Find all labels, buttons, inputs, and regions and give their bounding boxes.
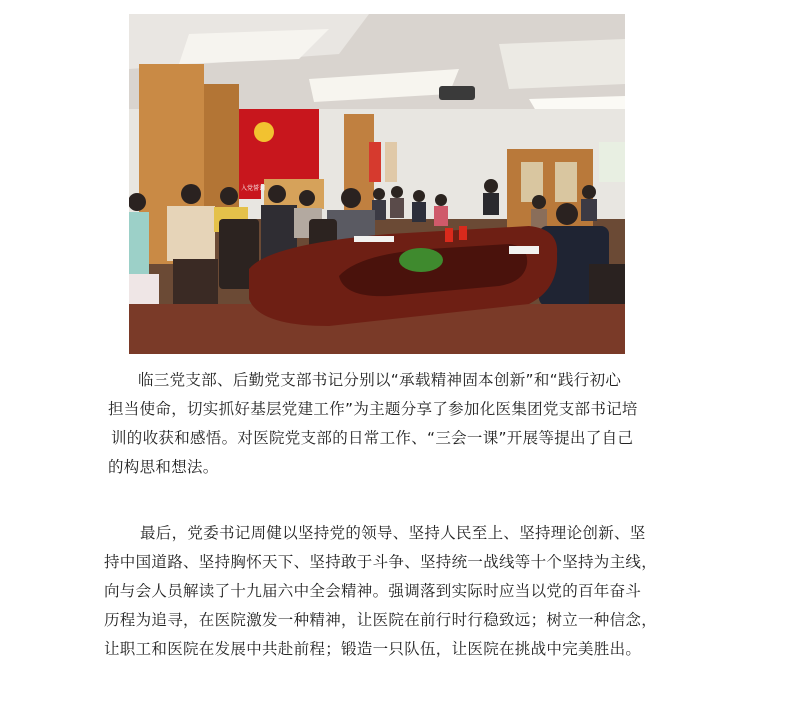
paragraph-line: 训的收获和感悟。对医院党支部的日常工作、“三会一课”开展等提出了自己 bbox=[111, 429, 634, 447]
paragraph-line: 最后，党委书记周健以坚持党的领导、坚持人民至上、坚持理论创新、坚 bbox=[140, 524, 646, 542]
oath-sign-text: 入党誓词 bbox=[241, 185, 266, 192]
wall-board bbox=[385, 142, 397, 182]
plant-icon bbox=[399, 248, 443, 272]
door bbox=[507, 149, 593, 234]
meeting-photo-illustration bbox=[129, 14, 625, 354]
wall-board bbox=[369, 142, 381, 182]
paragraph-2 bbox=[104, 519, 657, 664]
paragraph-line: 向与会人员解读了十九届六中全会精神。强调落到实际时应当以党的百年奋斗 bbox=[104, 582, 642, 600]
meeting-photo bbox=[129, 14, 625, 354]
wall-poster bbox=[599, 142, 625, 182]
door-window bbox=[555, 162, 577, 202]
flag-icon bbox=[459, 226, 467, 240]
paragraph-line: 持中国道路、坚持胸怀天下、坚持敢于斗争、坚持统一战线等十个坚持为主线， bbox=[104, 553, 658, 571]
ceiling-panel bbox=[499, 39, 625, 89]
paragraph-1 bbox=[108, 366, 638, 482]
flag-icon bbox=[445, 228, 453, 242]
paragraph-line: 让职工和医院在发展中共赴前程；锻造一只队伍，让医院在挑战中完美胜出。 bbox=[104, 640, 642, 658]
paragraph-line: 担当使命，切实抓好基层党建工作”为主题分享了参加化医集团党支部书记培 bbox=[108, 400, 638, 418]
papers bbox=[509, 246, 539, 254]
papers bbox=[354, 236, 394, 242]
projector-icon bbox=[439, 86, 475, 100]
paragraph-line: 历程为追寻，在医院激发一种精神，让医院在前行时行稳致远；树立一种信念， bbox=[104, 611, 658, 629]
paragraph-line: 临三党支部、后勤党支部书记分别以“承载精神固本创新”和“践行初心 bbox=[138, 371, 622, 389]
party-banner bbox=[239, 109, 319, 184]
party-emblem-icon bbox=[254, 122, 274, 142]
paragraph-line: 的构思和想法。 bbox=[108, 458, 219, 476]
